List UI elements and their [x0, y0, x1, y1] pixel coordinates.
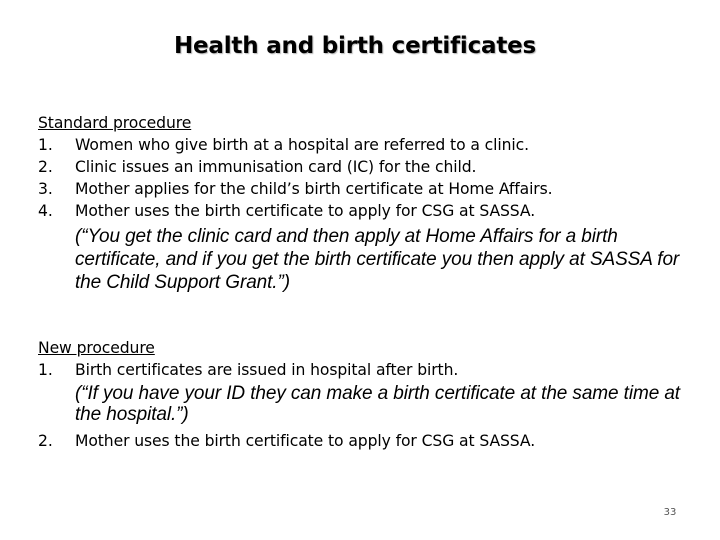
list-text: Clinic issues an immunisation card (IC) for the child. [75, 158, 477, 176]
new-procedure-section [38, 337, 698, 452]
list-text: Birth certificates are issued in hospital after birth. [75, 361, 459, 379]
new-quote: (“If you have your ID they can make a birth certificate at the same time at the hospital.”) [75, 383, 680, 425]
list-item [38, 430, 698, 452]
standard-procedure-section [38, 112, 698, 294]
list-item [38, 156, 698, 178]
list-item [38, 178, 698, 200]
standard-procedure-heading: Standard procedure [38, 114, 192, 132]
list-number: 2. [38, 158, 53, 176]
list-item [38, 359, 698, 381]
list-number: 4. [38, 202, 53, 220]
slide-title: Health and birth certificates [173, 33, 537, 59]
list-text: Mother applies for the child’s birth certificate at Home Affairs. [75, 180, 553, 198]
list-text: Women who give birth at a hospital are referred to a clinic. [75, 136, 529, 154]
list-number: 3. [38, 180, 53, 198]
page-number: 33 [663, 507, 677, 518]
list-text: Mother uses the birth certificate to apply for CSG at SASSA. [75, 202, 536, 220]
list-item [38, 200, 698, 222]
standard-quote: (“You get the clinic card and then apply at Home Affairs for a birth certificate, and if you get the birth certificate you then apply at SASSA for the Child Support Grant.”) [75, 226, 680, 293]
list-number: 1. [38, 136, 53, 154]
new-procedure-heading: New procedure [38, 339, 155, 357]
list-number: 2. [38, 432, 53, 450]
list-item [38, 134, 698, 156]
list-number: 1. [38, 361, 53, 379]
list-text: Mother uses the birth certificate to apply for CSG at SASSA. [75, 432, 536, 450]
